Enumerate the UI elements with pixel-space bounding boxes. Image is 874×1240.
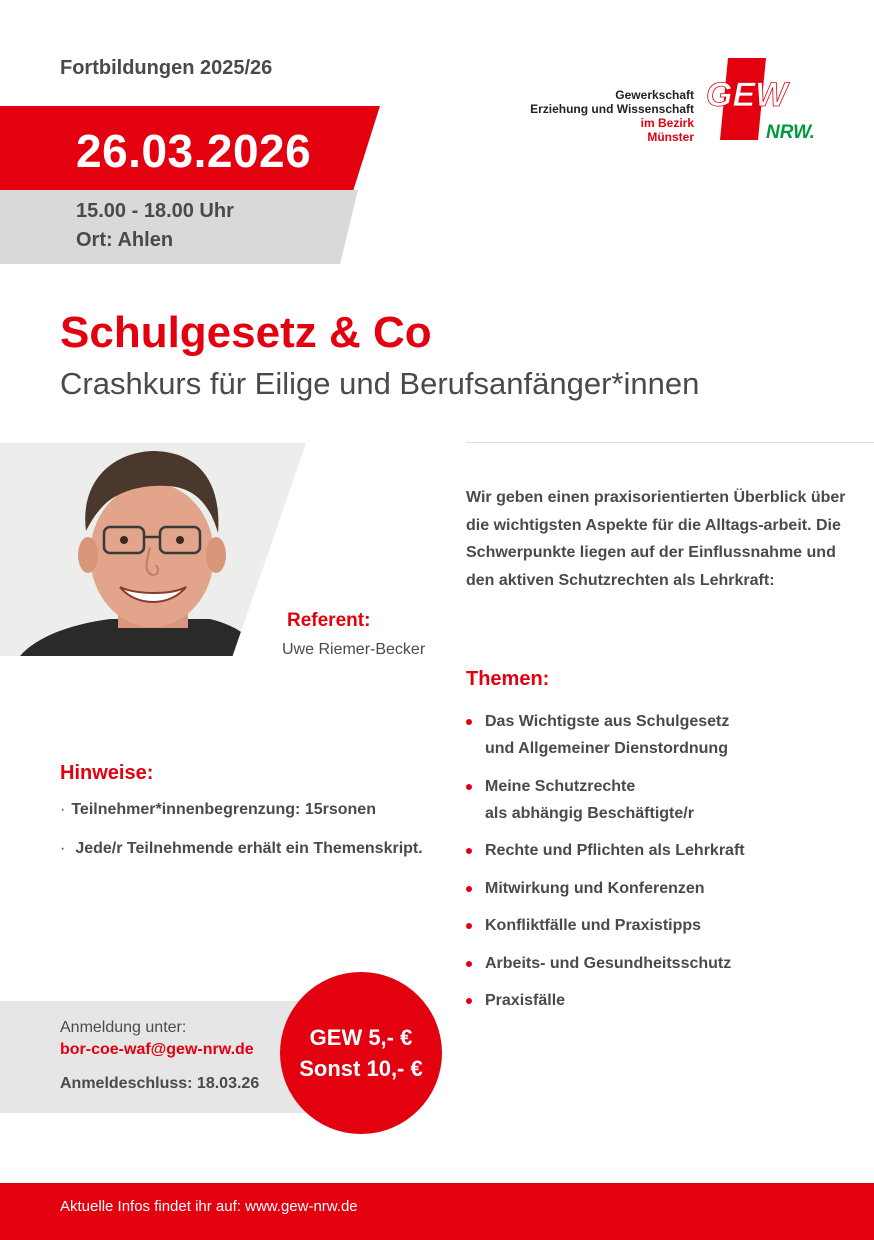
org-line-4: Münster	[647, 130, 694, 144]
list-item	[466, 987, 866, 1014]
event-date: 26.03.2026	[76, 125, 312, 177]
hinweise-heading: Hinweise:	[60, 762, 154, 784]
list-item	[466, 708, 866, 762]
divider	[466, 442, 874, 443]
topic-line: Das Wichtigste aus Schulgesetz	[485, 713, 730, 730]
bullet-icon: ·	[60, 840, 66, 857]
bullet-icon	[466, 784, 472, 790]
price-member: GEW 5,- €	[309, 1025, 413, 1050]
footer-text[interactable]: Aktuelle Infos findet ihr auf: www.gew-nrw.de	[60, 1198, 358, 1215]
intro-text: Wir geben einen praxisorientierten Überblick über die wichtigsten Aspekte für die Alltags-arbeit. Die Schwerpunkte liegen auf der Einflussnahme und den aktiven Schutzrechten als Lehrkraft:	[466, 489, 846, 589]
registration-email-link[interactable]: bor-coe-waf@gew-nrw.de	[60, 1041, 254, 1058]
event-time: 15.00 - 18.00 Uhr	[76, 200, 234, 222]
topic-line: Rechte und Pflichten als Lehrkraft	[485, 842, 745, 859]
bullet-icon	[466, 961, 472, 967]
bullet-icon: ·	[60, 801, 66, 818]
registration-label: Anmeldung unter:	[60, 1019, 187, 1036]
list-item	[466, 912, 866, 939]
event-place: Ort: Ahlen	[76, 229, 174, 251]
org-line-2: Erziehung und Wissenschaft	[530, 102, 694, 116]
themen-heading: Themen:	[466, 668, 550, 690]
referent-label: Referent:	[287, 610, 371, 631]
list-item	[466, 950, 866, 977]
topic-line: als abhängig Beschäftigte/r	[485, 804, 694, 822]
list-item	[466, 773, 866, 827]
bullet-icon	[466, 923, 472, 929]
bullet-icon	[466, 886, 472, 892]
themen-list	[466, 708, 866, 1025]
page-subtitle: Crashkurs für Eilige und Berufsanfänger*innen	[60, 366, 700, 401]
topic-line: Mitwirkung und Konferenzen	[485, 879, 705, 897]
logo-main-text: GEW	[706, 76, 788, 114]
bullet-icon	[466, 848, 472, 854]
gew-nrw-logo	[706, 58, 824, 144]
series-label: Fortbildungen 2025/26	[60, 57, 273, 79]
org-line-3: im Bezirk	[640, 116, 694, 130]
topic-line: Meine Schutzrechte	[485, 777, 636, 795]
bullet-icon	[466, 998, 472, 1004]
hinweis-item	[60, 840, 423, 858]
list-item	[466, 837, 866, 864]
referent-name: Uwe Riemer-Becker	[282, 641, 426, 658]
list-item	[466, 875, 866, 902]
logo-sub-text: NRW.	[766, 122, 815, 143]
topic-line: Arbeits- und Gesundheitsschutz	[485, 954, 732, 972]
bullet-icon	[466, 719, 472, 725]
org-line-1: Gewerkschaft	[615, 88, 694, 102]
registration-deadline: Anmeldeschluss: 18.03.26	[60, 1075, 260, 1092]
topic-line: Konfliktfälle und Praxistipps	[485, 917, 702, 934]
hinweis-item	[60, 801, 376, 819]
topic-line: und Allgemeiner Dienstordnung	[485, 740, 728, 757]
hinweis-text: Teilnehmer*innenbegrenzung: 15rsonen	[71, 801, 376, 818]
organization-name	[530, 88, 694, 144]
price-badge	[280, 972, 442, 1134]
referent-photo	[0, 443, 306, 656]
topic-line: Praxisfälle	[485, 992, 566, 1009]
price-other: Sonst 10,- €	[299, 1056, 423, 1081]
hinweis-text: Jede/r Teilnehmende erhält ein Themenskript.	[75, 840, 423, 857]
page-title: Schulgesetz & Co	[60, 308, 432, 357]
